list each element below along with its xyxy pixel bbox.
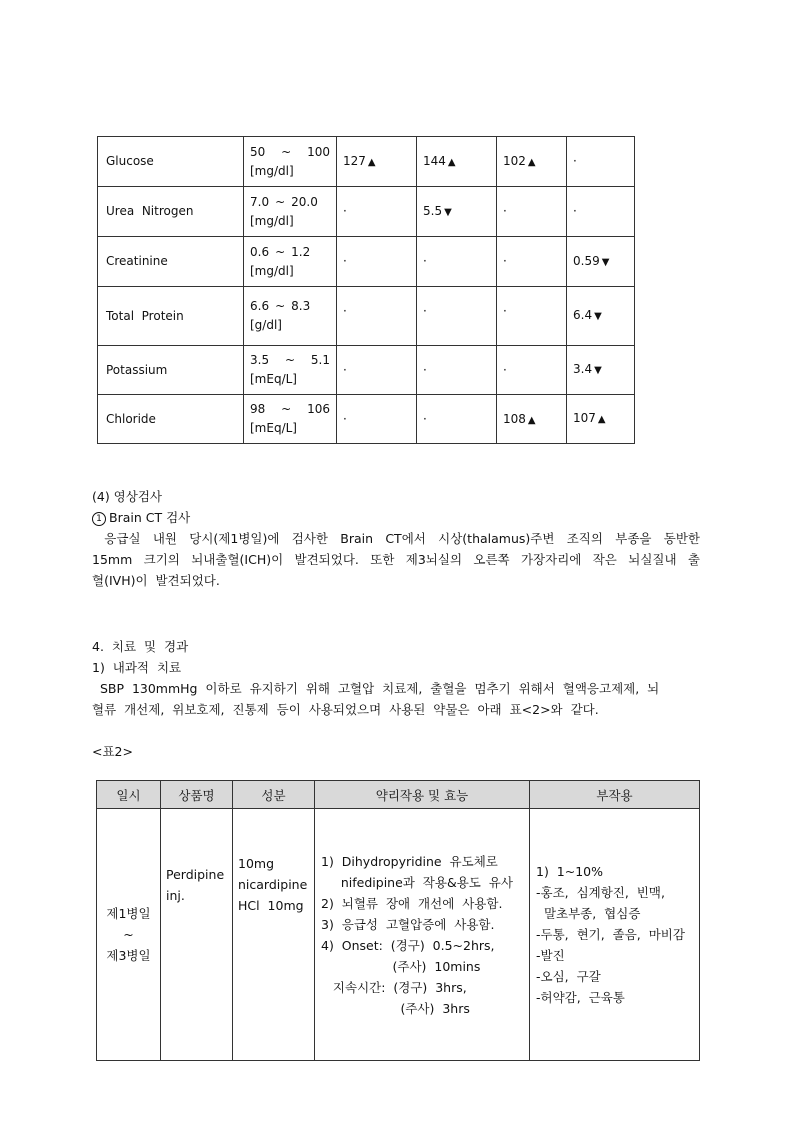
lab-value: 0.59 (573, 253, 600, 268)
date-line: ~ (123, 927, 134, 942)
action-line: (주사) 10mins (321, 958, 481, 974)
action-line: 지속시간: (경구) 3hrs, (321, 979, 467, 995)
side-effect-line: 말초부종, 협심증 (536, 906, 641, 921)
lab-value: · (423, 304, 427, 318)
lab-value-cell (417, 187, 497, 237)
lab-reference-range (244, 395, 337, 444)
lab-value-cell (497, 237, 567, 287)
lab-value: · (503, 363, 507, 377)
lab-value-cell (567, 187, 635, 237)
paragraph-line: 혈류 개선제, 위보호제, 진통제 등이 사용되었으며 사용된 약물은 아래 표<2>와 같다. (92, 702, 599, 717)
lab-value-cell (567, 237, 635, 287)
side-effect-line: 1) 1~10% (536, 864, 603, 879)
lab-test-name: Urea Nitrogen (98, 187, 244, 237)
reference-sep: ~ (275, 194, 286, 209)
lab-value: 3.4 (573, 362, 593, 376)
treatment-section (92, 636, 700, 720)
action-line: nifedipine과 작용&용도 유사 (321, 874, 513, 890)
action-line: 4) Onset: (경구) 0.5~2hrs, (321, 937, 495, 953)
header-date: 일시 (97, 781, 161, 809)
side-effect-line: -발진 (536, 948, 565, 963)
lab-value: · (423, 363, 427, 377)
reference-unit: [mg/dl] (250, 163, 294, 178)
product-line: Perdipine (166, 867, 225, 882)
lab-value: · (573, 204, 577, 218)
reference-high: 106 (307, 402, 330, 416)
lab-value-cell (337, 395, 417, 444)
side-effect-line: -두통, 현기, 졸음, 마비감 (536, 927, 685, 942)
lab-value-cell (337, 137, 417, 187)
lab-reference-range (244, 287, 337, 346)
lab-value-cell (497, 287, 567, 346)
action-line: (주사) 3hrs (321, 1000, 470, 1016)
reference-low: 0.6 (250, 244, 270, 259)
drug-table-header-row (97, 781, 700, 809)
reference-low: 6.6 (250, 299, 270, 313)
action-line: 1) Dihydropyridine 유도체로 (321, 853, 498, 869)
side-effect-line: -오심, 구갈 (536, 969, 601, 984)
lab-test-name: Total Protein (98, 287, 244, 346)
header-product: 상품명 (161, 781, 233, 809)
lab-value-cell (497, 395, 567, 444)
drug-date-cell (97, 809, 161, 1061)
reference-unit: [mEq/L] (250, 372, 297, 386)
lab-row (98, 187, 635, 237)
drug-table (96, 780, 700, 1061)
reference-high: 5.1 (310, 353, 330, 367)
lab-test-name: Potassium (98, 346, 244, 395)
lab-test-name: Chloride (98, 395, 244, 444)
lab-value-cell (337, 237, 417, 287)
reference-low: 50 (250, 144, 266, 159)
circled-number: 1 (92, 512, 106, 526)
drug-side-effects-cell (530, 809, 700, 1061)
lab-value: 6.4 (573, 308, 593, 322)
reference-high: 1.2 (291, 244, 311, 259)
reference-sep: ~ (284, 353, 296, 367)
reference-high: 8.3 (291, 299, 311, 313)
lab-value-cell (417, 395, 497, 444)
lab-value-cell (567, 137, 635, 187)
drug-table-row (97, 809, 700, 1061)
paragraph-line: 혈(IVH)이 발견되었다. (92, 573, 220, 588)
imaging-section (92, 486, 700, 591)
header-side-effects: 부작용 (530, 781, 700, 809)
lab-value: 5.5 (423, 204, 443, 218)
side-effect-line: -홍조, 심계항진, 빈맥, (536, 885, 665, 900)
reference-low: 3.5 (250, 353, 270, 367)
ingredient-line: nicardipine (238, 877, 308, 892)
lab-reference-range (244, 346, 337, 395)
arrow-up-icon (526, 412, 536, 426)
paragraph-line: 15mm 크기의 뇌내출혈(ICH)이 발견되었다. 또한 제3뇌실의 오른쪽 가장자리에 작은 뇌실질내 출 (92, 552, 700, 567)
arrow-down-icon (442, 204, 452, 218)
lab-value: · (503, 304, 507, 318)
lab-results-table (97, 136, 635, 444)
lab-test-name: Glucose (98, 137, 244, 187)
lab-value-cell (337, 346, 417, 395)
drug-product-cell (161, 809, 233, 1061)
ingredient-line: 10mg (238, 856, 275, 871)
action-line: 3) 응급성 고혈압증에 사용함. (321, 916, 495, 932)
lab-row (98, 395, 635, 444)
arrow-down-icon (592, 308, 602, 322)
lab-row (98, 346, 635, 395)
reference-low: 98 (250, 402, 266, 416)
imaging-heading: (4) 영상검사 (92, 489, 162, 504)
lab-reference-range (244, 137, 337, 187)
reference-sep: ~ (275, 244, 286, 259)
drug-ingredient-cell (233, 809, 315, 1061)
lab-value-cell (417, 346, 497, 395)
drug-action-cell (315, 809, 530, 1061)
lab-value-cell (337, 287, 417, 346)
arrow-down-icon (592, 362, 602, 376)
reference-unit: [mEq/L] (250, 421, 297, 435)
reference-sep: ~ (281, 402, 292, 416)
table-label: <표2> (92, 744, 133, 759)
lab-value: 108 (503, 412, 526, 426)
brain-ct-subheading (92, 507, 700, 528)
lab-value: · (423, 254, 427, 268)
lab-value-cell (567, 346, 635, 395)
brain-ct-paragraph (92, 528, 700, 591)
arrow-up-icon (446, 154, 456, 168)
lab-reference-range (244, 187, 337, 237)
reference-high: 20.0 (291, 194, 318, 209)
reference-unit: [g/dl] (250, 318, 282, 332)
paragraph-line: SBP 130mmHg 이하로 유지하기 위해 고혈압 치료제, 출혈을 멈추기 위해서 혈액응고제제, 뇌 (92, 681, 660, 696)
action-line: 2) 뇌혈류 장애 개선에 사용함. (321, 895, 503, 911)
lab-value: · (503, 204, 507, 218)
lab-value: 107 (573, 411, 596, 425)
ingredient-line: HCl 10mg (238, 898, 304, 913)
lab-value: · (343, 254, 347, 268)
reference-sep: ~ (281, 144, 292, 159)
lab-value: · (343, 412, 347, 426)
reference-sep: ~ (275, 299, 286, 313)
lab-value-cell (567, 395, 635, 444)
lab-value: · (343, 363, 347, 377)
treatment-heading: 4. 치료 및 경과 (92, 639, 189, 654)
lab-reference-range (244, 237, 337, 287)
date-line: 제3병일 (106, 948, 151, 963)
lab-value-cell (497, 187, 567, 237)
brain-ct-title: Brain CT 검사 (109, 510, 191, 525)
lab-value-cell (497, 137, 567, 187)
lab-value-cell (417, 237, 497, 287)
reference-unit: [mg/dl] (250, 213, 294, 228)
reference-low: 7.0 (250, 194, 270, 209)
arrow-up-icon (366, 154, 376, 168)
arrow-up-icon (596, 411, 606, 425)
lab-row (98, 287, 635, 346)
lab-value: 144 (423, 154, 446, 168)
reference-high: 100 (307, 144, 330, 159)
lab-row (98, 137, 635, 187)
medical-treatment-subheading: 1) 내과적 치료 (92, 660, 182, 675)
lab-value-cell (497, 346, 567, 395)
product-line: inj. (166, 888, 185, 903)
lab-value-cell (567, 287, 635, 346)
arrow-up-icon (526, 154, 536, 168)
header-ingredient: 성분 (233, 781, 315, 809)
side-effect-line: -허약감, 근육통 (536, 990, 625, 1005)
date-line: 제1병일 (106, 906, 151, 921)
lab-test-name: Creatinine (98, 237, 244, 287)
lab-value: 127 (343, 154, 366, 168)
arrow-down-icon (600, 254, 610, 268)
lab-value: · (573, 154, 577, 168)
lab-value: 102 (503, 154, 526, 168)
reference-unit: [mg/dl] (250, 263, 294, 278)
lab-value-cell (417, 287, 497, 346)
lab-value: · (423, 412, 427, 426)
lab-value: · (503, 254, 507, 268)
paragraph-line: 응급실 내원 당시(제1병일)에 검사한 Brain CT에서 시상(thalamus)주변 조직의 부종을 동반한 (92, 531, 700, 546)
lab-value-cell (417, 137, 497, 187)
lab-value: · (343, 204, 347, 218)
lab-row (98, 237, 635, 287)
lab-value-cell (337, 187, 417, 237)
lab-value: · (343, 304, 347, 318)
header-action: 약리작용 및 효능 (315, 781, 530, 809)
